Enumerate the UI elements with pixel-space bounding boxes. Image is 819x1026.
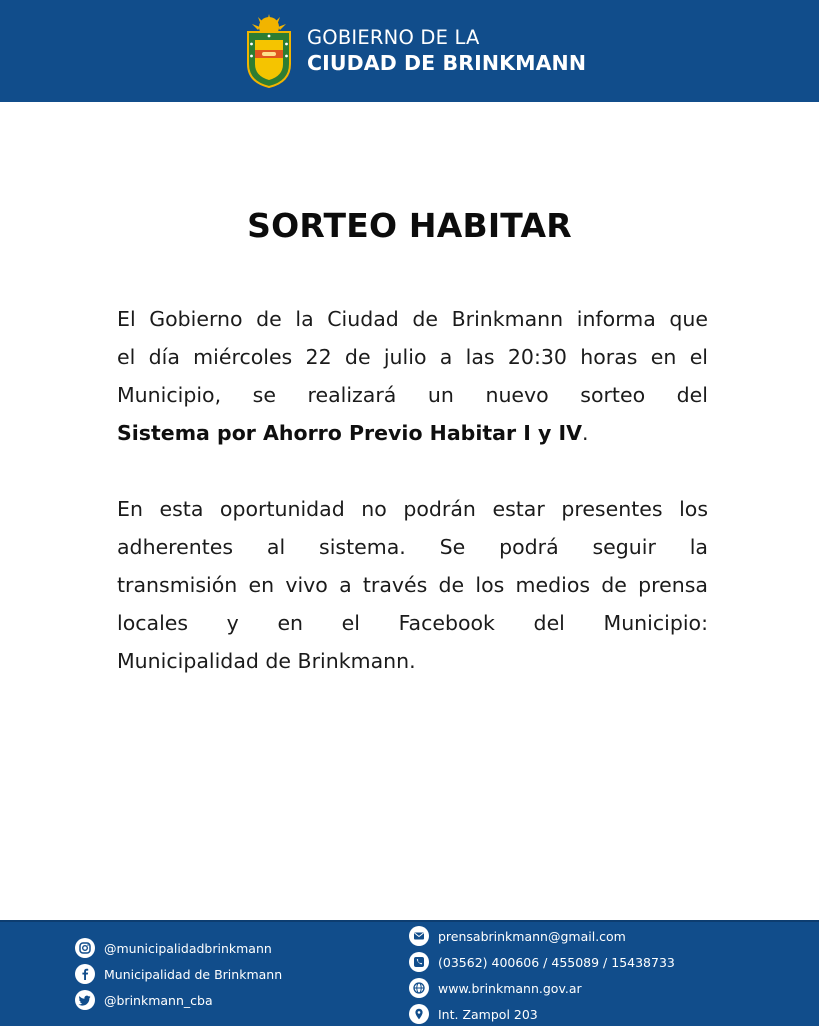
paragraph-line: el día miércoles 22 de julio a las 20:30 horas en el [117,345,708,369]
footer-instagram[interactable] [75,938,272,958]
paragraph-line [117,414,708,452]
announcement-paragraph-1 [117,300,708,452]
header-title-line2: CIUDAD DE BRINKMANN [307,51,587,75]
website-url: www.brinkmann.gov.ar [438,980,582,996]
footer-phone[interactable] [409,952,675,972]
email-address: prensabrinkmann@gmail.com [438,928,626,944]
footer-website[interactable] [409,978,582,998]
twitter-handle: @brinkmann_cba [104,992,213,1008]
street-address: Int. Zampol 203 [438,1006,538,1022]
facebook-page-name: Municipalidad de Brinkmann [104,966,283,982]
paragraph-line: El Gobierno de la Ciudad de Brinkmann informa que [117,307,708,331]
paragraph-line: En esta oportunidad no podrán estar presentes los [117,497,708,521]
header-bar [0,0,819,102]
footer-address[interactable] [409,1004,538,1024]
program-name: Sistema por Ahorro Previo Habitar I y IV [117,421,582,445]
paragraph-line: adherentes al sistema. Se podrá seguir la [117,535,708,559]
announcement-paragraph-2 [117,490,708,680]
paragraph-line: locales y en el Facebook del Municipio: [117,611,708,635]
globe-icon [409,978,429,998]
location-pin-icon [409,1004,429,1024]
paragraph-line: Municipalidad de Brinkmann. [117,649,416,673]
instagram-handle: @municipalidadbrinkmann [104,940,272,956]
header-brand [245,14,586,88]
header-title-line1: GOBIERNO DE LA [307,26,480,49]
paragraph-line: Municipio, se realizará un nuevo sorteo del [117,383,708,407]
facebook-icon [75,964,95,984]
city-crest-icon [245,14,293,88]
paragraph-period: . [582,421,589,445]
footer-bar [0,920,819,1026]
page-title: SORTEO HABITAR [247,206,572,245]
footer-email[interactable] [409,926,626,946]
instagram-icon [75,938,95,958]
phone-numbers: (03562) 400606 / 455089 / 15438733 [438,954,675,970]
twitter-icon [75,990,95,1010]
email-icon [409,926,429,946]
header-title [307,26,586,76]
paragraph-line: transmisión en vivo a través de los medios de prensa [117,573,708,597]
phone-icon [409,952,429,972]
footer-facebook[interactable] [75,964,282,984]
footer-twitter[interactable] [75,990,213,1010]
